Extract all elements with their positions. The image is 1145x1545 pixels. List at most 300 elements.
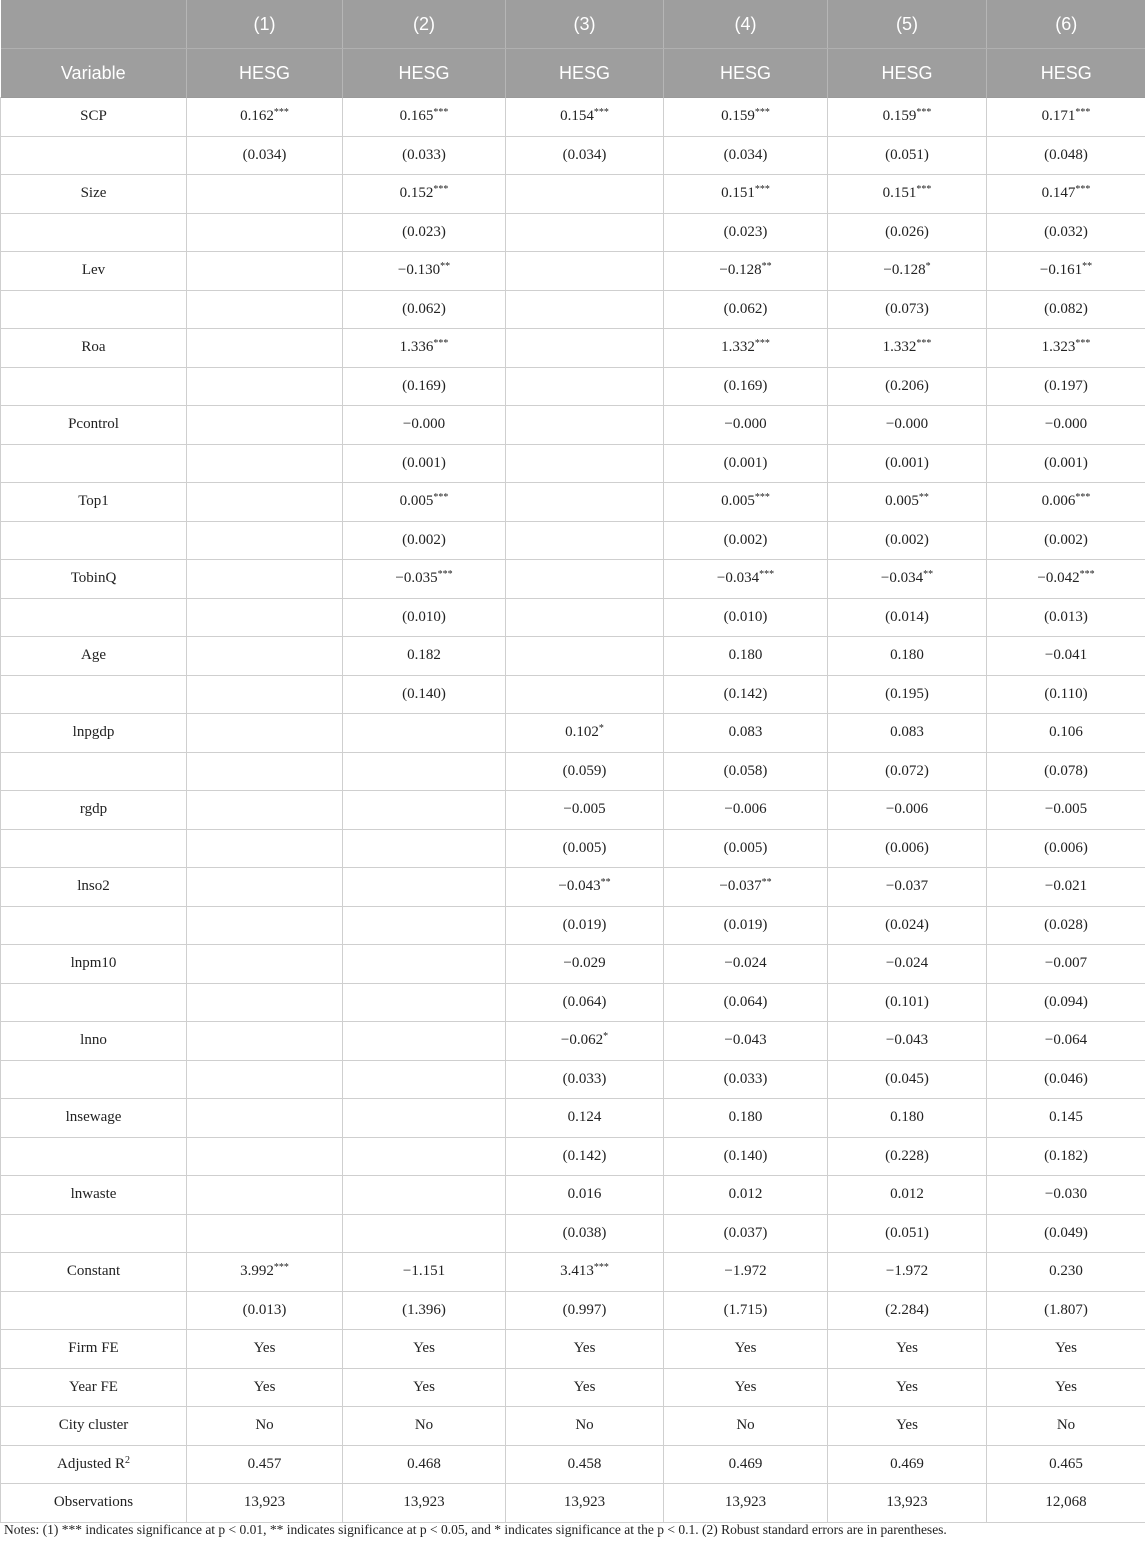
coefficient-cell	[187, 560, 343, 599]
coefficient-value: −0.043	[558, 878, 601, 895]
standard-error-cell: (0.010)	[664, 598, 828, 637]
row-label-empty	[1, 829, 187, 868]
significance-stars: ***	[1075, 184, 1091, 196]
coefficient-value: 0.230	[1049, 1263, 1083, 1280]
coefficient-cell	[664, 1253, 828, 1292]
standard-error-cell: (0.033)	[664, 1060, 828, 1099]
header-model-number: (1)	[187, 0, 343, 49]
coefficient-value: −0.037	[719, 878, 762, 895]
table-row-coefficient	[1, 1253, 1145, 1292]
standard-error-cell: (0.049)	[987, 1214, 1145, 1253]
significance-stars: **	[923, 569, 934, 581]
table-row-standard-error	[1, 906, 1145, 945]
table-row-coefficient	[1, 714, 1145, 753]
standard-error-cell: (0.034)	[187, 136, 343, 175]
coefficient-value: 1.332	[721, 339, 755, 356]
row-label: Top1	[1, 483, 187, 522]
coefficient-value: 0.171	[1041, 108, 1076, 125]
table-row-coefficient	[1, 560, 1145, 599]
coefficient-value: −0.007	[1044, 955, 1088, 972]
standard-error-cell: (0.023)	[664, 213, 828, 252]
standard-error-cell: (0.002)	[987, 521, 1145, 560]
row-label: lnwaste	[1, 1176, 187, 1215]
table-row-coefficient	[1, 406, 1145, 445]
table-row-standard-error	[1, 521, 1145, 560]
coefficient-cell	[987, 406, 1145, 445]
coefficient-cell	[343, 560, 506, 599]
coefficient-cell	[187, 791, 343, 830]
row-label	[1, 1330, 187, 1369]
coefficient-cell	[506, 637, 664, 676]
significance-stars: **	[918, 492, 929, 504]
table-row-standard-error	[1, 444, 1145, 483]
header-variable-label: Variable	[1, 49, 187, 98]
row-label: lnsewage	[1, 1099, 187, 1138]
header-dependent-var: HESG	[828, 49, 987, 98]
significance-stars: **	[600, 877, 611, 889]
coefficient-cell	[506, 1253, 664, 1292]
standard-error-cell: (0.058)	[664, 752, 828, 791]
coefficient-cell	[987, 329, 1145, 368]
row-label-text: Firm FE	[68, 1340, 119, 1357]
coefficient-value: 0.006	[1041, 493, 1076, 510]
coefficient-cell	[828, 252, 987, 291]
summary-cell: 0.468	[343, 1445, 506, 1484]
row-label-empty	[1, 213, 187, 252]
coefficient-cell	[506, 560, 664, 599]
coefficient-value: −0.005	[563, 801, 606, 818]
significance-stars: ***	[437, 569, 453, 581]
header-model-number: (4)	[664, 0, 828, 49]
standard-error-cell	[343, 906, 506, 945]
standard-error-cell: (0.026)	[828, 213, 987, 252]
row-label: Roa	[1, 329, 187, 368]
standard-error-cell: (0.072)	[828, 752, 987, 791]
standard-error-cell: (1.715)	[664, 1291, 828, 1330]
coefficient-cell	[343, 945, 506, 984]
coefficient-cell	[506, 714, 664, 753]
summary-cell: Yes	[343, 1330, 506, 1369]
coefficient-cell	[187, 1099, 343, 1138]
coefficient-cell	[506, 868, 664, 907]
standard-error-cell: (0.034)	[664, 136, 828, 175]
table-row-coefficient	[1, 483, 1145, 522]
summary-cell: 0.457	[187, 1445, 343, 1484]
coefficient-cell	[664, 714, 828, 753]
coefficient-cell	[987, 791, 1145, 830]
coefficient-cell	[343, 1099, 506, 1138]
table-row-standard-error	[1, 598, 1145, 637]
coefficient-value: 0.151	[721, 185, 755, 202]
row-label: lnpgdp	[1, 714, 187, 753]
row-label-empty	[1, 367, 187, 406]
table-row-standard-error	[1, 1060, 1145, 1099]
header-model-number: (2)	[343, 0, 506, 49]
summary-cell: Yes	[828, 1368, 987, 1407]
standard-error-cell: (0.997)	[506, 1291, 664, 1330]
coefficient-cell	[828, 560, 987, 599]
standard-error-cell: (0.048)	[987, 136, 1145, 175]
standard-error-cell: (0.206)	[828, 367, 987, 406]
standard-error-cell: (0.046)	[987, 1060, 1145, 1099]
row-label-empty	[1, 983, 187, 1022]
standard-error-cell	[506, 367, 664, 406]
significance-stars: ***	[754, 492, 770, 504]
standard-error-cell	[343, 983, 506, 1022]
coefficient-cell	[664, 637, 828, 676]
significance-stars: ***	[593, 1262, 609, 1274]
coefficient-cell	[828, 175, 987, 214]
coefficient-value: −0.034	[880, 570, 924, 587]
coefficient-cell	[664, 175, 828, 214]
coefficient-value: −0.130	[397, 262, 441, 279]
row-label: Lev	[1, 252, 187, 291]
coefficient-cell	[987, 1022, 1145, 1061]
standard-error-cell	[187, 1060, 343, 1099]
coefficient-cell	[664, 1022, 828, 1061]
coefficient-value: 1.332	[882, 339, 917, 356]
table-row-standard-error	[1, 829, 1145, 868]
row-label-empty	[1, 1214, 187, 1253]
coefficient-cell	[506, 329, 664, 368]
standard-error-cell: (0.010)	[343, 598, 506, 637]
coefficient-cell	[187, 945, 343, 984]
standard-error-cell: (0.005)	[664, 829, 828, 868]
row-label: lnpm10	[1, 945, 187, 984]
row-label: rgdp	[1, 791, 187, 830]
coefficient-cell	[664, 483, 828, 522]
standard-error-cell: (0.033)	[343, 136, 506, 175]
summary-cell: No	[664, 1407, 828, 1446]
row-label: Pcontrol	[1, 406, 187, 445]
standard-error-cell: (0.228)	[828, 1137, 987, 1176]
coefficient-value: 0.083	[890, 724, 924, 741]
coefficient-value: 0.165	[399, 108, 434, 125]
standard-error-cell: (0.169)	[343, 367, 506, 406]
standard-error-cell: (0.140)	[664, 1137, 828, 1176]
coefficient-cell	[506, 406, 664, 445]
coefficient-cell	[987, 560, 1145, 599]
table-row-standard-error	[1, 290, 1145, 329]
standard-error-cell: (0.005)	[506, 829, 664, 868]
table-row-summary	[1, 1330, 1145, 1369]
coefficient-cell	[187, 406, 343, 445]
standard-error-cell: (0.051)	[828, 1214, 987, 1253]
coefficient-cell	[506, 98, 664, 137]
standard-error-cell	[506, 213, 664, 252]
coefficient-value: 0.159	[721, 108, 755, 125]
row-label-empty	[1, 290, 187, 329]
significance-stars: ***	[759, 569, 775, 581]
coefficient-value: 3.413	[560, 1263, 594, 1280]
coefficient-cell	[828, 868, 987, 907]
standard-error-cell	[187, 444, 343, 483]
row-label-empty	[1, 136, 187, 175]
standard-error-cell: (0.006)	[828, 829, 987, 868]
coefficient-value: −0.037	[885, 878, 929, 895]
standard-error-cell	[343, 829, 506, 868]
coefficient-cell	[506, 791, 664, 830]
row-label-text: City cluster	[58, 1417, 129, 1434]
row-label: TobinQ	[1, 560, 187, 599]
significance-stars: ***	[754, 338, 770, 350]
significance-stars: ***	[1075, 492, 1091, 504]
table-row-coefficient	[1, 1022, 1145, 1061]
row-label: Constant	[1, 1253, 187, 1292]
coefficient-value: −0.000	[1044, 416, 1088, 433]
coefficient-value: −0.043	[885, 1032, 929, 1049]
coefficient-value: 3.992	[240, 1263, 274, 1280]
summary-cell: 12,068	[987, 1484, 1145, 1523]
coefficient-cell	[828, 483, 987, 522]
summary-cell: 13,923	[187, 1484, 343, 1523]
row-label: lnno	[1, 1022, 187, 1061]
header-dependent-var: HESG	[664, 49, 828, 98]
coefficient-value: −1.972	[885, 1263, 929, 1280]
row-label-text: Year FE	[69, 1378, 118, 1395]
coefficient-cell	[187, 1176, 343, 1215]
standard-error-cell	[343, 752, 506, 791]
coefficient-value: −0.024	[724, 955, 767, 972]
summary-cell: 0.458	[506, 1445, 664, 1484]
standard-error-cell: (0.062)	[664, 290, 828, 329]
row-label-empty	[1, 598, 187, 637]
summary-cell: No	[987, 1407, 1145, 1446]
coefficient-cell	[987, 98, 1145, 137]
row-label: SCP	[1, 98, 187, 137]
coefficient-value: 0.124	[567, 1109, 602, 1126]
standard-error-cell: (0.082)	[987, 290, 1145, 329]
standard-error-cell: (0.142)	[506, 1137, 664, 1176]
coefficient-cell	[828, 945, 987, 984]
coefficient-value: −0.005	[1044, 801, 1088, 818]
standard-error-cell: (0.045)	[828, 1060, 987, 1099]
significance-stars: ***	[1075, 338, 1091, 350]
coefficient-cell	[343, 252, 506, 291]
coefficient-cell	[343, 1022, 506, 1061]
coefficient-value: 0.180	[890, 1109, 924, 1126]
row-label: Age	[1, 637, 187, 676]
table-body	[1, 98, 1145, 1523]
coefficient-value: −0.021	[1044, 878, 1088, 895]
row-label-empty	[1, 521, 187, 560]
coefficient-cell	[987, 945, 1145, 984]
standard-error-cell: (0.019)	[506, 906, 664, 945]
standard-error-cell: (0.001)	[343, 444, 506, 483]
row-label-empty	[1, 906, 187, 945]
row-label-empty	[1, 1060, 187, 1099]
significance-stars: ***	[433, 492, 449, 504]
row-label	[1, 1368, 187, 1407]
coefficient-cell	[987, 483, 1145, 522]
coefficient-cell	[987, 175, 1145, 214]
standard-error-cell: (0.028)	[987, 906, 1145, 945]
standard-error-cell: (0.064)	[664, 983, 828, 1022]
summary-cell: Yes	[506, 1330, 664, 1369]
summary-cell: No	[187, 1407, 343, 1446]
summary-cell: Yes	[664, 1330, 828, 1369]
standard-error-cell: (0.197)	[987, 367, 1145, 406]
coefficient-cell	[987, 252, 1145, 291]
summary-cell: 0.469	[828, 1445, 987, 1484]
coefficient-value: −0.128	[883, 262, 926, 279]
coefficient-value: 0.005	[399, 493, 434, 510]
standard-error-cell	[506, 444, 664, 483]
standard-error-cell: (0.101)	[828, 983, 987, 1022]
summary-cell: No	[506, 1407, 664, 1446]
standard-error-cell: (0.001)	[664, 444, 828, 483]
coefficient-cell	[187, 329, 343, 368]
coefficient-cell	[987, 1176, 1145, 1215]
standard-error-cell: (0.038)	[506, 1214, 664, 1253]
coefficient-cell	[187, 868, 343, 907]
header-dependent-var: HESG	[343, 49, 506, 98]
table-row-coefficient	[1, 1099, 1145, 1138]
coefficient-value: 0.102	[565, 724, 599, 741]
table-row-standard-error	[1, 675, 1145, 714]
table-row-coefficient	[1, 868, 1145, 907]
summary-cell: Yes	[343, 1368, 506, 1407]
coefficient-cell	[343, 714, 506, 753]
standard-error-cell	[506, 675, 664, 714]
standard-error-cell	[343, 1060, 506, 1099]
coefficient-cell	[828, 791, 987, 830]
significance-stars: **	[761, 261, 772, 273]
coefficient-value: −0.034	[716, 570, 760, 587]
coefficient-value: −0.128	[719, 262, 762, 279]
table-row-summary	[1, 1445, 1145, 1484]
row-label-empty	[1, 675, 187, 714]
coefficient-value: −0.161	[1039, 262, 1083, 279]
standard-error-cell: (1.396)	[343, 1291, 506, 1330]
standard-error-cell: (0.037)	[664, 1214, 828, 1253]
standard-error-cell: (0.073)	[828, 290, 987, 329]
coefficient-value: 0.147	[1041, 185, 1076, 202]
row-label-text: Adjusted R	[57, 1455, 125, 1472]
table-row-summary	[1, 1484, 1145, 1523]
coefficient-cell	[187, 175, 343, 214]
significance-stars: ***	[593, 107, 609, 119]
coefficient-cell	[506, 1176, 664, 1215]
significance-stars: ***	[1075, 107, 1091, 119]
standard-error-cell	[187, 1137, 343, 1176]
row-label-empty	[1, 444, 187, 483]
summary-cell: No	[343, 1407, 506, 1446]
coefficient-cell	[343, 1176, 506, 1215]
standard-error-cell: (0.006)	[987, 829, 1145, 868]
table-row-standard-error	[1, 983, 1145, 1022]
coefficient-value: 1.336	[399, 339, 434, 356]
header-model-number: (6)	[987, 0, 1145, 49]
summary-cell: Yes	[987, 1330, 1145, 1369]
coefficient-cell	[664, 868, 828, 907]
significance-stars: *	[603, 1031, 609, 1043]
standard-error-cell: (0.034)	[506, 136, 664, 175]
row-label	[1, 1407, 187, 1446]
row-label	[1, 1445, 187, 1484]
coefficient-cell	[664, 1176, 828, 1215]
coefficient-cell	[343, 791, 506, 830]
coefficient-value: −0.006	[885, 801, 929, 818]
coefficient-cell	[343, 98, 506, 137]
standard-error-cell	[187, 521, 343, 560]
summary-cell: Yes	[987, 1368, 1145, 1407]
significance-stars: *	[598, 723, 604, 735]
standard-error-cell: (0.002)	[664, 521, 828, 560]
standard-error-cell: (0.140)	[343, 675, 506, 714]
standard-error-cell: (0.013)	[987, 598, 1145, 637]
coefficient-value: −0.042	[1037, 570, 1080, 587]
standard-error-cell	[187, 367, 343, 406]
table-row-coefficient	[1, 175, 1145, 214]
standard-error-cell	[187, 675, 343, 714]
standard-error-cell: (0.002)	[828, 521, 987, 560]
standard-error-cell	[187, 906, 343, 945]
coefficient-value: 0.012	[890, 1186, 924, 1203]
coefficient-value: −0.006	[724, 801, 767, 818]
coefficient-value: 1.323	[1041, 339, 1076, 356]
standard-error-cell: (0.023)	[343, 213, 506, 252]
coefficient-value: −1.151	[402, 1263, 446, 1280]
coefficient-cell	[828, 406, 987, 445]
coefficient-value: −0.035	[395, 570, 438, 587]
coefficient-cell	[187, 714, 343, 753]
header-empty-cell	[1, 0, 187, 49]
coefficient-value: 0.016	[567, 1186, 602, 1203]
significance-stars: *	[925, 261, 931, 273]
significance-stars: **	[440, 261, 451, 273]
coefficient-cell	[664, 791, 828, 830]
standard-error-cell: (0.002)	[343, 521, 506, 560]
standard-error-cell	[343, 1137, 506, 1176]
coefficient-value: 0.180	[728, 647, 763, 664]
standard-error-cell: (0.110)	[987, 675, 1145, 714]
standard-error-cell: (1.807)	[987, 1291, 1145, 1330]
coefficient-value: 0.145	[1049, 1109, 1083, 1126]
row-label: lnso2	[1, 868, 187, 907]
significance-stars: ***	[273, 1262, 289, 1274]
coefficient-cell	[187, 252, 343, 291]
standard-error-cell	[187, 213, 343, 252]
coefficient-cell	[187, 1022, 343, 1061]
significance-stars: ***	[916, 107, 932, 119]
table-row-coefficient	[1, 1176, 1145, 1215]
standard-error-cell	[187, 1214, 343, 1253]
row-label-text: Observations	[53, 1494, 134, 1511]
header-row-dependent-vars	[1, 49, 1145, 98]
standard-error-cell: (0.019)	[664, 906, 828, 945]
coefficient-cell	[343, 483, 506, 522]
summary-cell: 13,923	[664, 1484, 828, 1523]
standard-error-cell: (2.284)	[828, 1291, 987, 1330]
coefficient-cell	[828, 637, 987, 676]
table-row-coefficient	[1, 252, 1145, 291]
coefficient-cell	[828, 1176, 987, 1215]
coefficient-value: −0.000	[724, 416, 767, 433]
coefficient-cell	[828, 329, 987, 368]
coefficient-value: −0.029	[563, 955, 606, 972]
coefficient-cell	[506, 1099, 664, 1138]
coefficient-value: −0.030	[1044, 1186, 1088, 1203]
coefficient-cell	[664, 98, 828, 137]
coefficient-value: −0.064	[1044, 1032, 1088, 1049]
summary-cell: 0.465	[987, 1445, 1145, 1484]
coefficient-cell	[664, 945, 828, 984]
standard-error-cell: (0.142)	[664, 675, 828, 714]
coefficient-cell	[506, 175, 664, 214]
header-dependent-var: HESG	[506, 49, 664, 98]
standard-error-cell: (0.051)	[828, 136, 987, 175]
